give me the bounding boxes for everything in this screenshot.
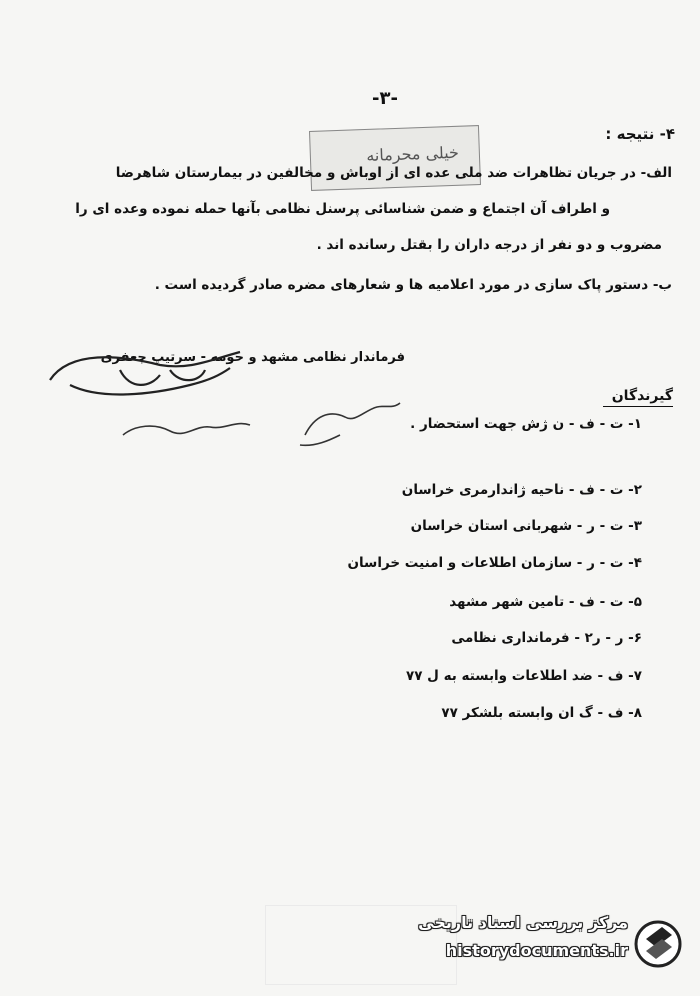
recipient-item: ۵- ت - ف - تامین شهر مشهد xyxy=(449,594,642,610)
watermark-url: historydocuments.ir xyxy=(445,941,628,960)
handwritten-note xyxy=(115,395,405,455)
recipient-item: ۶- ر - ر۲ - فرمانداری نظامی xyxy=(451,630,642,646)
recipient-item: ۴- ت - ر - سازمان اطلاعات و امنیت خراسان xyxy=(347,555,642,571)
watermark xyxy=(265,905,690,985)
recipient-item: ۷- ف - ضد اطلاعات وابسته به ل ۷۷ xyxy=(405,668,642,684)
section-heading: ۴- نتیجه : xyxy=(605,125,675,143)
recipient-item: ۲- ت - ف - ناحیه ژاندارمری خراسان xyxy=(401,482,642,498)
paragraph-line: مضروب و دو نفر از درجه داران را بقتل رسانده اند . xyxy=(316,237,662,253)
paragraph-line: و اطراف آن اجتماع و ضمن شناسائی پرسنل نظامی بآنها حمله نموده وعده ای را xyxy=(75,201,610,217)
paragraph-line: الف- در جریان تظاهرات ضد ملی عده ای از اوباش و مخالفین در بیمارستان شاهرضا xyxy=(115,165,672,181)
paragraph-line: ب- دستور پاک سازی در مورد اعلامیه ها و شعارهای مضره صادر گردیده است . xyxy=(154,277,672,293)
recipients-underline xyxy=(603,406,673,407)
recipient-item: ۳- ت - ر - شهربانی استان خراسان xyxy=(410,518,642,534)
recipient-item: ۱- ت - ف - ن ژش جهت استحضار . xyxy=(410,416,642,432)
archive-logo-icon xyxy=(632,909,684,979)
recipient-item: ۸- ف - گ ان وابسته بلشکر ۷۷ xyxy=(441,705,642,721)
recipients-title: گیرندگان xyxy=(611,388,673,404)
watermark-title: مرکز بررسی اسناد تاریخی xyxy=(418,913,628,932)
signer-line: فرماندار نظامی مشهد و حومه - سرتیپ جعفری xyxy=(100,350,405,365)
stamp-text: خیلی محرمانه xyxy=(365,142,460,165)
classification-stamp xyxy=(309,125,481,191)
page-number: -۳- xyxy=(372,88,398,109)
